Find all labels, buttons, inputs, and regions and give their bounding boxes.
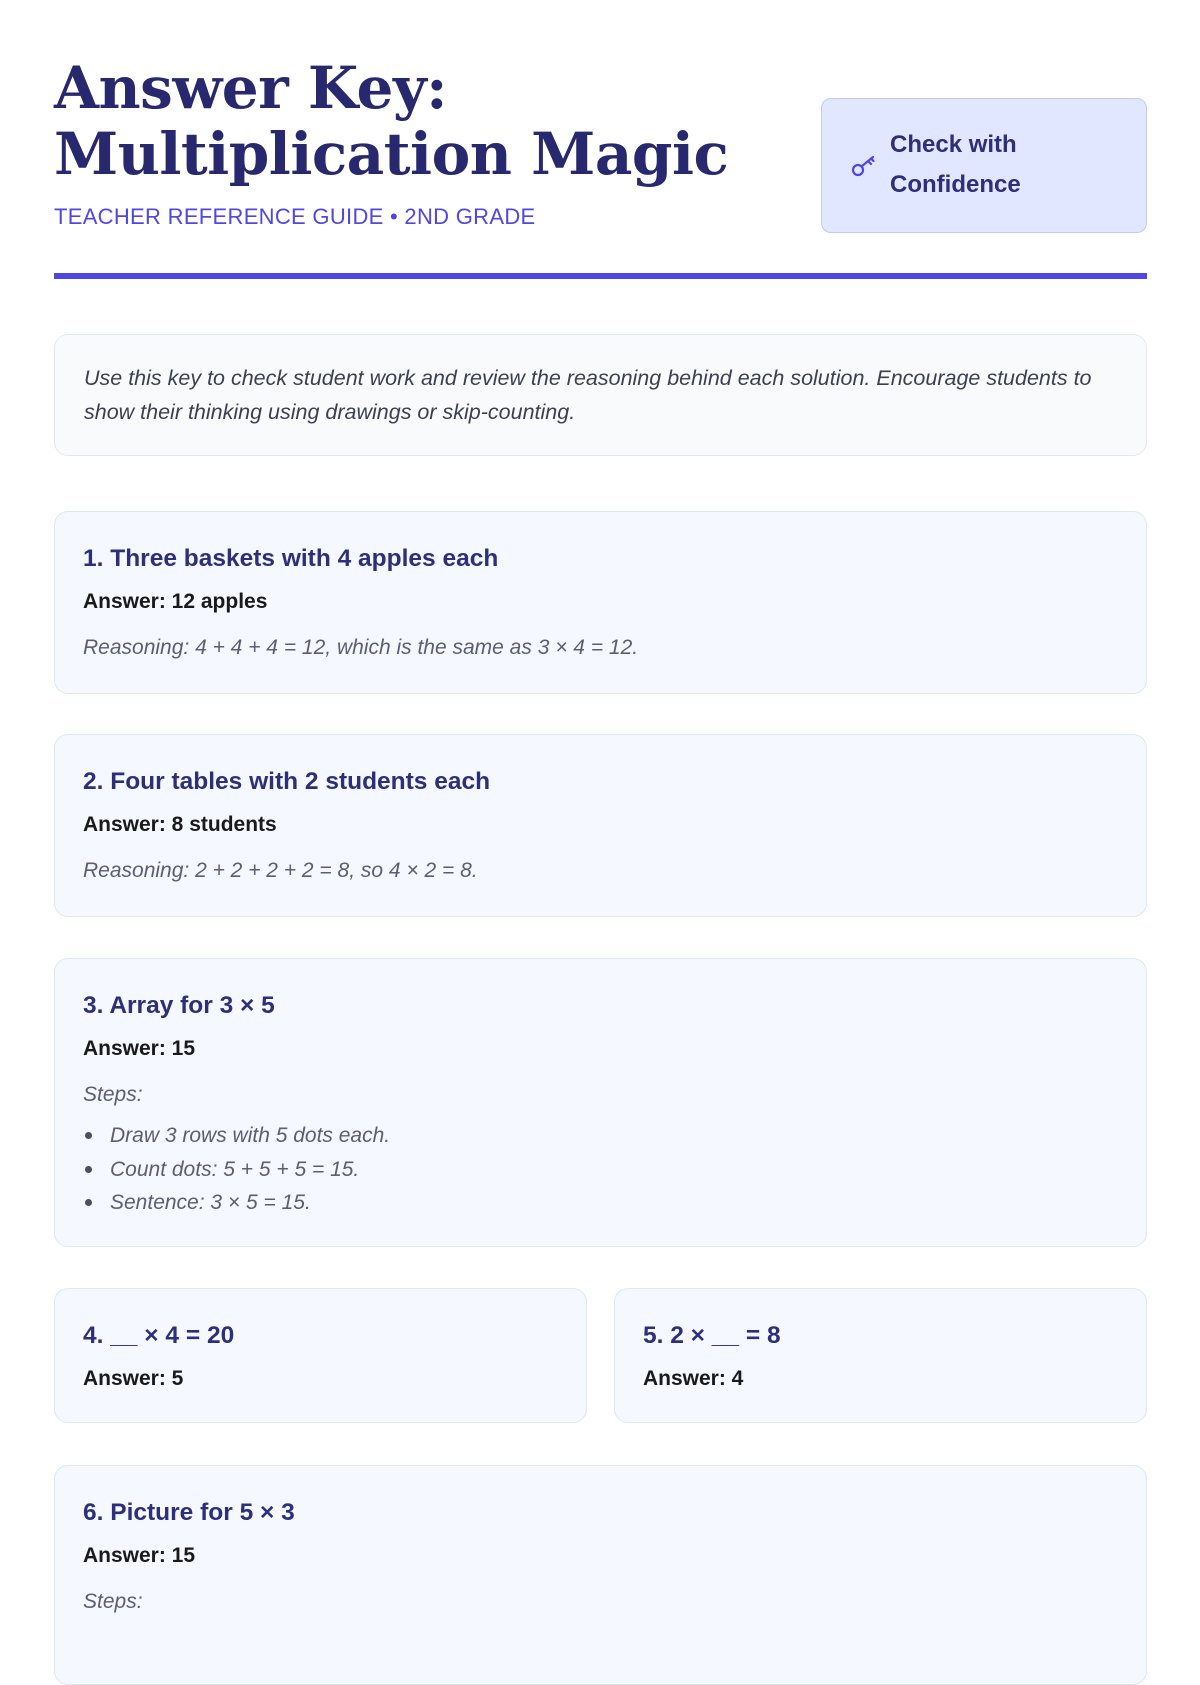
step-text: Sentence: 3 × 5 = 15. — [110, 1191, 311, 1214]
problem-answer: Answer: 12 apples — [83, 590, 268, 613]
problem-title: 1. Three baskets with 4 apples each — [83, 545, 499, 572]
badge-label: Check with Confidence — [890, 131, 1021, 198]
problem-card — [54, 734, 1147, 917]
step-text: Draw 3 rows with 5 dots each. — [110, 1124, 391, 1147]
problem-card — [54, 1465, 1147, 1685]
problem-card — [614, 1288, 1147, 1423]
step-text: Count dots: 5 + 5 + 5 = 15. — [110, 1157, 360, 1181]
confidence-badge — [821, 98, 1147, 233]
steps-list — [83, 1119, 390, 1220]
step-item — [83, 1153, 390, 1187]
key-icon — [849, 151, 879, 181]
problem-title: 2. Four tables with 2 students each — [83, 768, 491, 795]
problem-answer: Answer: 5 — [83, 1367, 184, 1390]
problem-card — [54, 1288, 587, 1423]
problem-reasoning: Reasoning: 4 + 4 + 4 = 12, which is the same as 3 × 4 = 12. — [83, 636, 639, 659]
problem-title: 3. Array for 3 × 5 — [83, 992, 275, 1019]
page-subtitle: TEACHER REFERENCE GUIDE • 2ND GRADE — [54, 204, 536, 229]
step-item — [83, 1119, 390, 1153]
intro-text: Use this key to check student work and review the reasoning behind each solution. Encourage students to show their thinking using drawings or skip-counting. — [84, 366, 1092, 424]
problem-answer: Answer: 4 — [643, 1367, 744, 1390]
problem-title: 4. __ × 4 = 20 — [83, 1322, 235, 1349]
problem-answer: Answer: 15 — [83, 1544, 196, 1567]
problem-card — [54, 511, 1147, 694]
problem-answer: Answer: 15 — [83, 1037, 196, 1060]
page-title: Answer Key: Multiplication Magic — [54, 54, 729, 188]
bullet-icon — [85, 1199, 92, 1206]
bullet-icon — [85, 1166, 92, 1173]
problem-title: 6. Picture for 5 × 3 — [83, 1499, 295, 1526]
intro-callout — [54, 334, 1147, 456]
problem-card — [54, 958, 1147, 1247]
steps-label: Steps: — [83, 1590, 143, 1613]
problem-title: 5. 2 × __ = 8 — [643, 1322, 781, 1349]
problem-answer: Answer: 8 students — [83, 813, 277, 836]
steps-label: Steps: — [83, 1083, 143, 1106]
step-item — [83, 1186, 390, 1220]
problem-reasoning: Reasoning: 2 + 2 + 2 + 2 = 8, so 4 × 2 = 8. — [83, 859, 478, 882]
bullet-icon — [85, 1132, 92, 1139]
header-divider — [54, 273, 1147, 279]
